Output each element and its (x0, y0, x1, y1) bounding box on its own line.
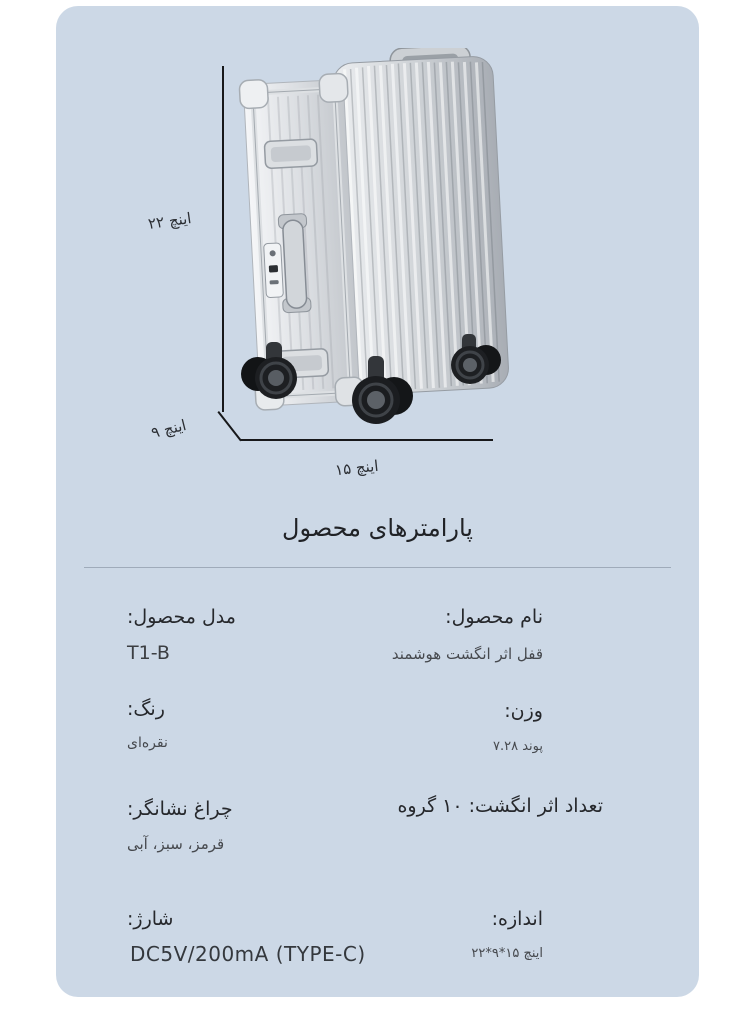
spec-indicator-label: چراغ نشانگر: (127, 798, 233, 820)
dimension-height-line (222, 66, 224, 412)
spec-size-label: اندازه: (491, 908, 543, 930)
dimension-depth-label: ۹ اینچ (149, 415, 189, 443)
section-title: پارامترهای محصول (282, 514, 473, 542)
suitcase-illustration (224, 48, 526, 460)
spec-model-value: T1-B (127, 642, 170, 664)
spec-color-value: نقره‌ای (127, 735, 168, 751)
spec-name-label: نام محصول: (445, 606, 543, 628)
dimension-width-line (241, 439, 493, 441)
spec-color-label: رنگ: (127, 698, 165, 720)
spec-name-value: قفل اثر انگشت هوشمند (391, 645, 543, 663)
spec-size-value: ۲۲*۹*۱۵ اینچ (471, 946, 543, 961)
dimension-height-label: ۲۲ اینچ (146, 209, 193, 233)
spec-model-label: مدل محصول: (127, 606, 236, 628)
divider (84, 567, 671, 568)
spec-charge-value: DC5V/200mA (TYPE-C) (130, 942, 366, 966)
spec-charge-label: شارژ: (127, 908, 174, 930)
spec-weight-label: وزن: (504, 700, 543, 722)
spec-indicator-value: قرمز، سبز، آبی (127, 835, 225, 853)
spec-weight-value: ۷.۲۸ پوند (493, 739, 543, 754)
dimension-width-label: ۱۵ اینچ (334, 456, 380, 480)
spec-fingerprint-count-line: تعداد اثر انگشت: ۱۰ گروه (397, 795, 603, 817)
spec-card (56, 6, 699, 997)
